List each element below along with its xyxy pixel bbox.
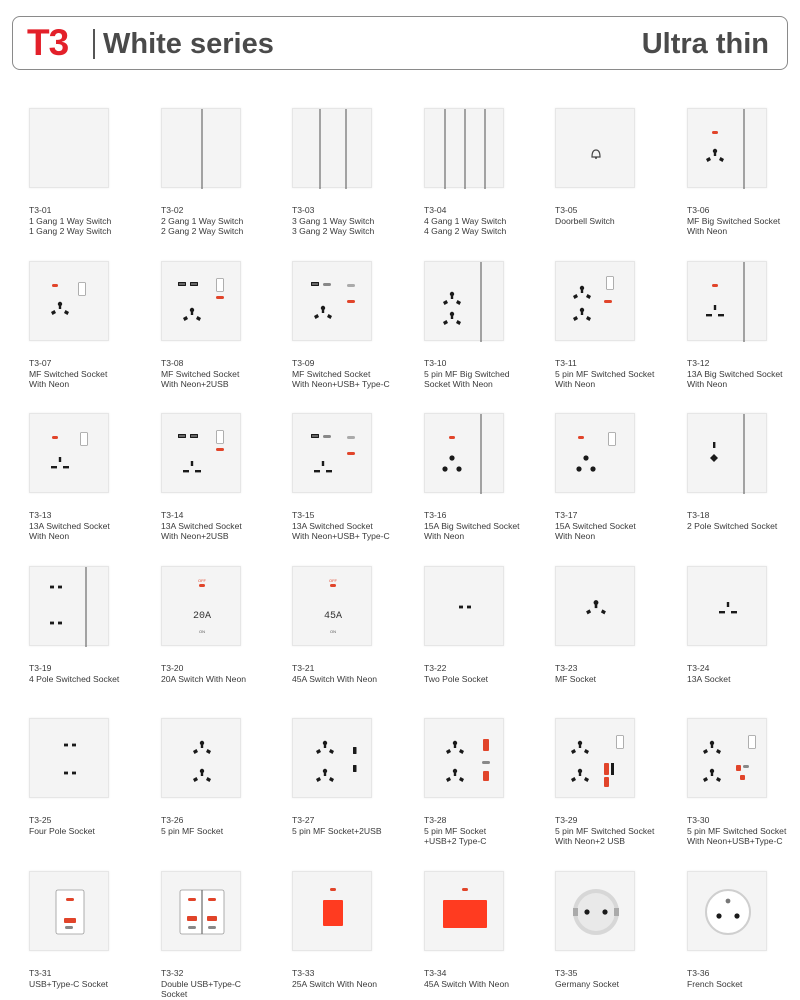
product-card [687,108,800,238]
on-label: ON [199,629,205,634]
product-name: 13A Switched Socket With Neon [29,520,110,541]
five-pin-mf-switched-socket-usb-typec-icon [687,718,767,798]
product-name: 2 Gang 1 Way Switch 2 Gang 2 Way Switch [161,215,244,236]
product-card [424,108,550,238]
product-code: T3-28 [424,815,447,825]
product-name: 20A Switch With Neon [161,673,247,684]
product-code: T3-06 [687,205,710,215]
off-label: OFF [198,578,206,583]
product-card [424,871,550,1000]
product-name: 13A Switched Socket With Neon+USB+ Type-C [292,520,390,541]
product-code: T3-32 [161,968,184,978]
product-name: 5 pin MF Socket+2USB [292,825,382,836]
one-gang-switch-icon [29,108,109,188]
neon-indicator [199,584,205,587]
product-card [687,718,800,848]
product-card [292,566,418,696]
product-code: T3-22 [424,663,447,673]
product-name: 5 pin MF Switched Socket With Neon+USB+Type-C [687,825,787,846]
usb-typec-socket-icon [29,871,109,951]
five-pin-mf-socket-usb-2typec-icon [424,718,504,798]
product-card [687,566,800,696]
product-code: T3-11 [555,358,577,368]
two-pole-socket-icon [424,566,504,646]
13a-socket-icon [687,566,767,646]
product-card [29,718,155,848]
product-code: T3-25 [29,815,52,825]
product-name: 25A Switch With Neon [292,978,378,989]
product-name: 5 pin MF Socket [161,825,224,836]
45a-big-rocker-switch-icon [424,871,504,951]
four-gang-switch-icon [424,108,504,188]
product-name: Double USB+Type-C Socket [161,978,242,999]
rating-label: 20A [192,611,211,622]
product-card [29,566,155,696]
product-card [424,261,550,391]
product-name: French Socket [687,978,743,989]
product-name: MF Switched Socket With Neon+2USB [161,368,240,389]
divider [93,29,95,59]
product-card [424,413,550,543]
product-name: 13A Switched Socket With Neon+2USB [161,520,242,541]
product-name: MF Socket [555,673,597,684]
product-name: 4 Gang 1 Way Switch 4 Gang 2 Way Switch [424,215,507,236]
product-card [555,871,681,1000]
20a-switch-icon [161,566,241,646]
product-name: 3 Gang 1 Way Switch 3 Gang 2 Way Switch [292,215,375,236]
product-name: Germany Socket [555,978,619,989]
tagline: Ultra thin [641,28,769,60]
product-card [161,718,287,848]
product-code: T3-18 [687,510,710,520]
five-pin-mf-socket-icon [161,718,241,798]
product-code: T3-23 [555,663,578,673]
mf-switched-socket-usb-typec-icon [292,261,372,341]
product-code: T3-07 [29,358,52,368]
45a-switch-icon [292,566,372,646]
product-card [555,718,681,848]
doorbell-switch-icon [555,108,635,188]
product-card [161,108,287,238]
mf-switched-socket-2usb-icon [161,261,241,341]
product-code: T3-27 [292,815,315,825]
germany-socket-icon [555,871,635,951]
series-code: T3 [27,22,69,63]
product-code: T3-20 [161,663,184,673]
product-code: T3-17 [555,510,578,520]
product-code: T3-19 [29,663,52,673]
15a-switched-socket-icon [555,413,635,493]
mf-switched-socket-icon [29,261,109,341]
product-name: USB+Type-C Socket [29,978,109,989]
series-name: White series [103,28,274,60]
five-pin-mf-switched-socket-2usb-icon [555,718,635,798]
product-card [555,413,681,543]
product-name: Four Pole Socket [29,825,95,836]
product-name: 5 pin MF Switched Socket With Neon [555,368,655,389]
product-code: T3-05 [555,205,578,215]
25a-switch-icon [292,871,372,951]
15a-big-switched-socket-icon [424,413,504,493]
product-card [29,871,155,1000]
product-code: T3-09 [292,358,315,368]
two-pole-switched-socket-icon [687,413,767,493]
product-card [161,413,287,543]
product-card [29,108,155,238]
product-name: 5 pin MF Switched Socket With Neon+2 USB [555,825,655,846]
off-label: OFF [329,578,337,583]
product-card [292,108,418,238]
french-socket-icon [687,871,767,951]
product-code: T3-21 [292,663,315,673]
product-code: T3-35 [555,968,578,978]
product-card [161,566,287,696]
product-name: 1 Gang 1 Way Switch 1 Gang 2 Way Switch [29,215,112,236]
product-code: T3-31 [29,968,52,978]
product-card [161,871,287,1000]
product-card [29,261,155,391]
product-code: T3-12 [687,358,710,368]
product-code: T3-15 [292,510,315,520]
product-name: Doorbell Switch [555,215,615,226]
product-card [555,108,681,238]
product-name: 15A Big Switched Socket With Neon [424,520,520,541]
three-gang-switch-icon [292,108,372,188]
product-code: T3-08 [161,358,184,368]
mf-big-switched-socket-icon [687,108,767,188]
product-card [424,566,550,696]
product-code: T3-14 [161,510,184,520]
product-name: 45A Switch With Neon [424,978,510,989]
on-label: ON [330,629,336,634]
product-card [555,566,681,696]
four-pole-switched-socket-icon [29,566,109,646]
series-header [12,16,788,70]
product-name: 13A Socket [687,673,731,684]
product-code: T3-30 [687,815,710,825]
product-card [29,413,155,543]
rating-label: 45A [323,611,342,622]
neon-indicator [330,584,336,587]
product-card [555,261,681,391]
product-card [292,413,418,543]
product-card [292,261,418,391]
two-gang-switch-icon [161,108,241,188]
product-card [292,718,418,848]
five-pin-mf-socket-2usb-icon [292,718,372,798]
product-code: T3-10 [424,358,447,368]
product-name: 45A Switch With Neon [292,673,378,684]
product-code: T3-24 [687,663,710,673]
13a-switched-socket-2usb-icon [161,413,241,493]
double-usb-typec-socket-icon [161,871,241,951]
product-card [424,718,550,848]
product-name: 4 Pole Switched Socket [29,673,120,684]
product-name: 15A Switched Socket With Neon [555,520,636,541]
five-pin-big-switched-socket-icon [424,261,504,341]
product-card [292,871,418,1000]
product-code: T3-02 [161,205,184,215]
product-code: T3-16 [424,510,447,520]
product-name: Two Pole Socket [424,673,489,684]
product-card [687,871,800,1000]
product-code: T3-34 [424,968,447,978]
product-name: 13A Big Switched Socket With Neon [687,368,783,389]
product-name: MF Switched Socket With Neon+USB+ Type-C [292,368,390,389]
product-code: T3-03 [292,205,315,215]
product-name: MF Big Switched Socket With Neon [687,215,781,236]
product-code: T3-26 [161,815,184,825]
four-pole-socket-icon [29,718,109,798]
13a-switched-socket-usb-typec-icon [292,413,372,493]
product-code: T3-36 [687,968,710,978]
product-code: T3-04 [424,205,447,215]
product-name: 5 pin MF Socket +USB+2 Type-C [424,825,487,846]
13a-switched-socket-icon [29,413,109,493]
mf-socket-icon [555,566,635,646]
five-pin-switched-socket-icon [555,261,635,341]
product-name: MF Switched Socket With Neon [29,368,108,389]
product-code: T3-13 [29,510,52,520]
product-card [161,261,287,391]
product-card [687,261,800,391]
product-name: 2 Pole Switched Socket [687,520,778,531]
product-code: T3-33 [292,968,315,978]
product-card [687,413,800,543]
product-code: T3-01 [29,205,52,215]
13a-big-switched-socket-icon [687,261,767,341]
product-name: 5 pin MF Big Switched Socket With Neon [424,368,510,389]
product-code: T3-29 [555,815,578,825]
